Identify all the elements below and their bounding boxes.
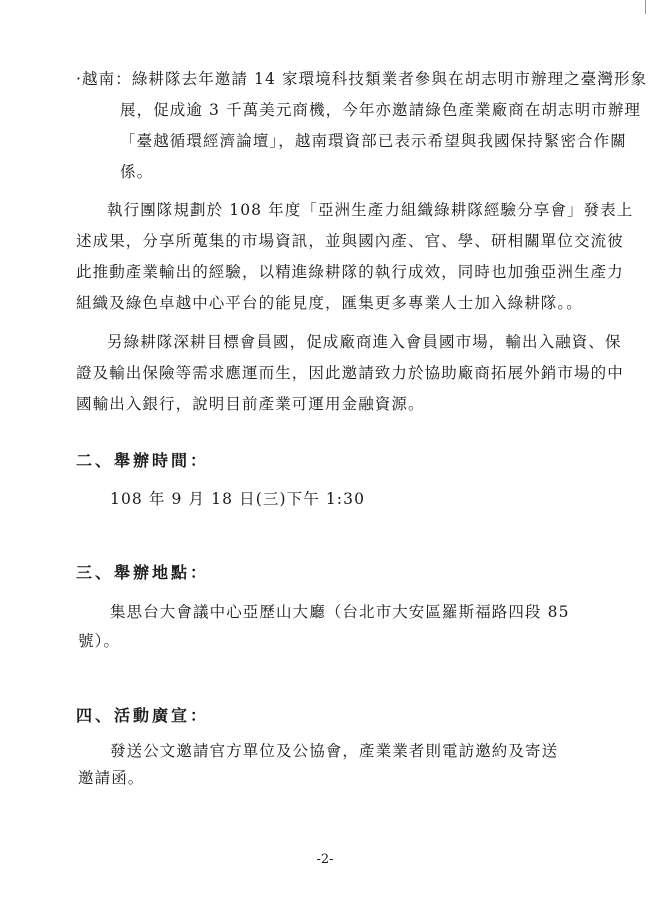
paragraph-team-line-4: 組織及綠色卓越中心平台的能見度，匯集更多專業人士加入綠耕隊。。 — [76, 294, 583, 312]
vietnam-line-1: ·越南：綠耕隊去年邀請 14 家環境科技類業者參與在胡志明市辦理之臺灣形象 — [76, 70, 648, 88]
page-number: -2- — [316, 852, 334, 867]
paragraph-bank-line-3: 國輸出入銀行，說明目前產業可運用金融資源。 — [76, 395, 425, 413]
section-time-heading: 二、舉辦時間： — [76, 451, 210, 470]
vietnam-line-4: 係。 — [120, 163, 154, 181]
paragraph-bank-line-1: 另綠耕隊深耕目標會員國，促成廠商進入會員國市場，輸出入融資、保 — [107, 333, 622, 351]
paragraph-team-line-2: 述成果，分享所蒐集的市場資訊，並與國內產、官、學、研相關單位交流彼 — [76, 232, 624, 250]
section-location-heading: 三、舉辦地點： — [76, 563, 210, 582]
vietnam-line-2: 展，促成逾 3 千萬美元商機，今年亦邀請綠色產業廠商在胡志明市辦理 — [120, 101, 642, 119]
section-location-line-1: 集思台大會議中心亞歷山大廳（台北市大安區羅斯福路四段 85 — [110, 603, 570, 621]
vietnam-line-3: 「臺越循環經濟論壇」，越南環資部已表示希望與我國保持緊密合作關 — [120, 132, 627, 150]
paragraph-team-line-1: 執行團隊規劃於 108 年度「亞洲生產力組織綠耕隊經驗分享會」發表上 — [107, 201, 634, 219]
scan-edge-mark — [645, 0, 646, 14]
section-time-content: 108 年 9 月 18 日(三)下午 1:30 — [110, 490, 366, 508]
paragraph-team-line-3: 此推動產業輸出的經驗，以精進綠耕隊的執行成效，同時也加強亞洲生產力 — [76, 263, 624, 281]
section-location-line-2: 號）。 — [78, 632, 121, 650]
section-promotion-line-1: 發送公文邀請官方單位及公協會，產業業者則電訪邀約及寄送 — [110, 742, 559, 760]
section-promotion-line-2: 邀請函。 — [78, 769, 145, 787]
paragraph-bank-line-2: 證及輸出保險等需求應運而生，因此邀請致力於協助廠商拓展外銷市場的中 — [76, 364, 624, 382]
section-promotion-heading: 四、活動廣宣： — [76, 706, 210, 725]
